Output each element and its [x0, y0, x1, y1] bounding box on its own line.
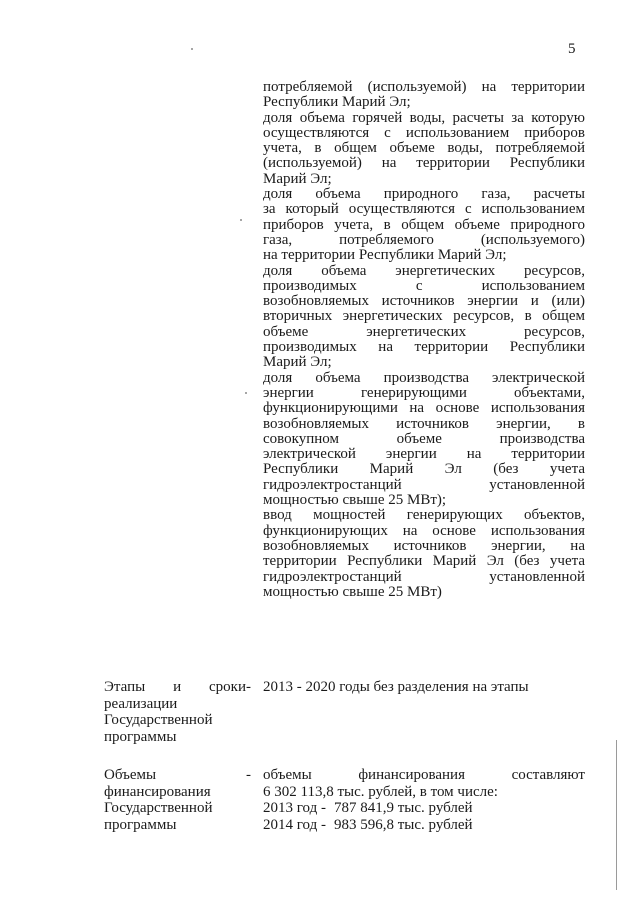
- text-line: Республики Марий Эл (без учета: [263, 461, 585, 478]
- targets-continuation: [263, 80, 585, 600]
- text-line: возобновляемых источников энергии, в: [263, 415, 585, 432]
- text-line: доля объема природного газа, расчеты: [263, 186, 585, 203]
- text-line: учета, в общем объеме воды, потребляемой: [263, 140, 585, 157]
- text-line: мощностью свыше 25 МВт): [263, 583, 442, 600]
- text-line: доля объема энергетических ресурсов,: [263, 262, 585, 279]
- financing-label-line: Объемы: [104, 767, 157, 783]
- financing-amount: 983 596,8 тыс. рублей: [334, 816, 473, 833]
- text-line: функционирующими на основе использования: [263, 400, 585, 417]
- text-line: гидроэлектростанций установленной: [263, 568, 585, 585]
- text-line: функционирующих на основе использования: [263, 522, 585, 539]
- text-line: энергии генерирующими объектами,: [263, 384, 585, 401]
- text-line: на территории Республики Марий Эл;: [263, 247, 507, 264]
- financing-year-row: [263, 800, 585, 817]
- text-line: газа, потребляемого (используемого): [263, 231, 585, 248]
- text-line: осуществляются с использованием приборов: [263, 124, 585, 141]
- text-line: электрической энергии на территории: [263, 446, 585, 463]
- text-line: возобновляемых источников энергии и (или): [263, 293, 585, 310]
- stages-label-line: программы: [104, 728, 177, 745]
- text-line: ввод мощностей генерирующих объектов,: [263, 507, 585, 524]
- financing-dash: -: [246, 767, 251, 783]
- financing-label-line: Государственной: [104, 800, 213, 817]
- text-line: доля объема горячей воды, расчеты за которую: [263, 109, 585, 126]
- text-line: за который осуществляются с использованием: [263, 201, 585, 218]
- text-line: доля объема производства электрической: [263, 369, 585, 386]
- financing-year: 2013 год -: [263, 800, 326, 817]
- text-line: приборов учета, в общем объеме природного: [263, 216, 585, 233]
- text-line: совокупном объеме производства: [263, 430, 585, 447]
- stages-dash: -: [246, 679, 251, 695]
- text-line: возобновляемых источников энергии, на: [263, 537, 585, 554]
- scan-speck: [191, 48, 193, 50]
- financing-intro-line: 6 302 113,8 тыс. рублей, в том числе:: [263, 783, 498, 800]
- text-line: производимых с использованием: [263, 277, 585, 294]
- text-line: Марий Эл;: [263, 170, 332, 187]
- financing-amount: 787 841,9 тыс. рублей: [334, 800, 473, 817]
- stages-label-line: реализации: [104, 695, 178, 712]
- text-line: объеме энергетических ресурсов,: [263, 323, 585, 340]
- stages-label-line: Этапы и сроки: [104, 679, 246, 695]
- financing-label-line: программы: [104, 816, 177, 833]
- stages-label-line: Государственной: [104, 712, 213, 729]
- text-line: гидроэлектростанций установленной: [263, 476, 585, 493]
- text-line: мощностью свыше 25 МВт);: [263, 492, 447, 509]
- scan-margin-line: [616, 740, 617, 890]
- stages-label: [104, 679, 246, 745]
- text-line: Республики Марий Эл;: [263, 94, 411, 111]
- financing-label-line: финансирования: [104, 783, 211, 800]
- financing-value: [263, 767, 585, 833]
- scan-speck: [240, 219, 242, 221]
- financing-intro-line: объемы финансирования составляют: [263, 767, 585, 783]
- scan-speck: [245, 392, 247, 394]
- financing-year-row: [263, 817, 585, 834]
- text-line: (используемой) на территории Республики: [263, 155, 585, 172]
- financing-year: 2014 год -: [263, 816, 326, 833]
- stages-value: 2013 - 2020 годы без разделения на этапы: [263, 679, 529, 695]
- text-line: территории Республики Марий Эл (без учета: [263, 553, 585, 570]
- text-line: Марий Эл;: [263, 354, 332, 371]
- page-number: 5: [568, 41, 576, 57]
- financing-label: [104, 767, 246, 833]
- text-line: потребляемой (используемой) на территории: [263, 79, 585, 95]
- text-line: производимых на территории Республики: [263, 339, 585, 356]
- text-line: вторичных энергетических ресурсов, в общем: [263, 308, 585, 325]
